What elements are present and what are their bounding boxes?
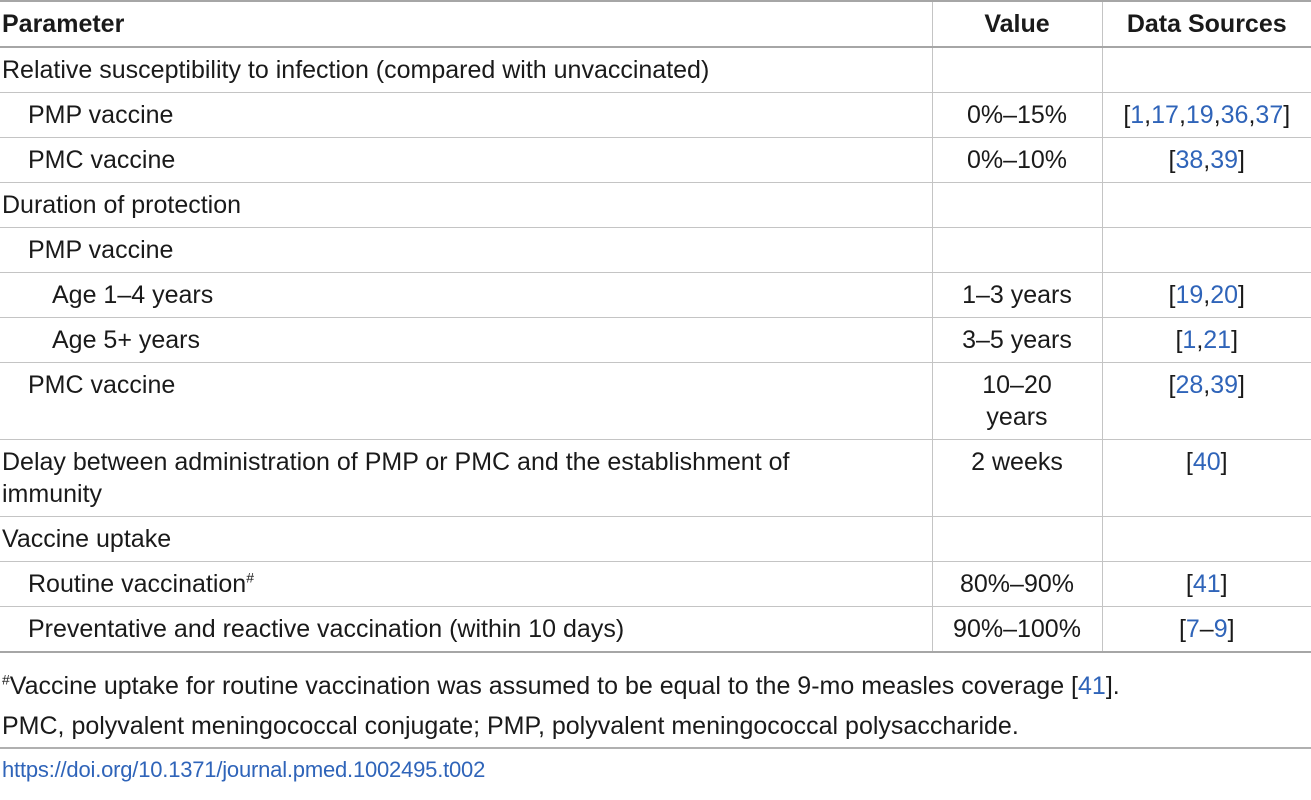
sources-cell (1102, 183, 1311, 228)
reference-link[interactable]: 9 (1213, 615, 1228, 643)
param-cell: Age 1–4 years (52, 281, 214, 309)
param-cell: PMC vaccine (28, 146, 176, 174)
header-data-sources: Data Sources (1102, 1, 1311, 47)
sources-cell: [1,17,19,36,37] (1123, 101, 1291, 129)
reference-link[interactable]: 37 (1255, 101, 1284, 129)
param-cell (0, 440, 932, 517)
sources-cell: [38,39] (1168, 146, 1245, 174)
reference-link[interactable]: 20 (1210, 281, 1239, 309)
reference-link[interactable]: 1 (1182, 326, 1197, 354)
param-cell: PMC vaccine (28, 371, 176, 399)
param-line: Delay between administration of PMP or PMC and the establishment of (2, 448, 790, 476)
table-row (0, 440, 1311, 517)
reference-link[interactable]: 1 (1130, 101, 1145, 129)
param-cell: Vaccine uptake (2, 525, 172, 553)
footnote-abbreviations: PMC, polyvalent meningococcal conjugate; PMP, polyvalent meningococcal polysaccharide. (2, 712, 1019, 740)
reference-link[interactable]: 17 (1151, 101, 1179, 129)
sources-cell: [7–9] (1178, 615, 1235, 643)
value-cell (932, 183, 1102, 228)
param-cell: PMP vaccine (28, 101, 174, 129)
sources-cell (1102, 228, 1311, 273)
table-row (0, 363, 1311, 440)
table-row (0, 93, 1311, 138)
sources-cell: [19,20] (1168, 281, 1245, 309)
value-cell: 90%–100% (932, 607, 1102, 653)
value-line: years (986, 403, 1048, 431)
doi-link[interactable]: https://doi.org/10.1371/journal.pmed.1002495.t002 (2, 757, 486, 782)
value-cell: 3–5 years (932, 318, 1102, 363)
reference-link[interactable]: 39 (1210, 146, 1239, 174)
param-text: Routine vaccination (28, 570, 247, 598)
param-cell: Preventative and reactive vaccination (within 10 days) (28, 615, 625, 643)
reference-link[interactable]: 28 (1175, 371, 1204, 399)
table-row (0, 517, 1311, 562)
reference-link[interactable]: 41 (1078, 672, 1106, 700)
param-cell: Age 5+ years (52, 326, 201, 354)
footnote-text: Vaccine uptake for routine vaccination was assumed to be equal to the 9-mo measles coverage [ (9, 672, 1078, 700)
reference-link[interactable]: 38 (1175, 146, 1204, 174)
value-cell: 1–3 years (932, 273, 1102, 318)
table-row (0, 138, 1311, 183)
sources-cell: [41] (1185, 570, 1228, 598)
value-cell (932, 47, 1102, 93)
value-cell: 0%–10% (932, 138, 1102, 183)
sources-cell (1102, 47, 1311, 93)
value-cell (932, 517, 1102, 562)
reference-link[interactable]: 36 (1220, 101, 1249, 129)
value-cell: 0%–15% (932, 93, 1102, 138)
param-cell: Duration of protection (2, 191, 242, 219)
header-parameter: Parameter (0, 1, 932, 47)
reference-link[interactable]: 40 (1192, 448, 1221, 476)
table-row (0, 183, 1311, 228)
reference-link[interactable]: 39 (1210, 371, 1239, 399)
sources-cell (1102, 517, 1311, 562)
param-cell: PMP vaccine (28, 236, 174, 264)
footnote-marker: # (246, 569, 254, 586)
value-line: 10–20 (982, 371, 1052, 399)
divider (0, 747, 1311, 749)
reference-link[interactable]: 21 (1203, 326, 1232, 354)
table-footnotes (2, 666, 1120, 746)
table-row (0, 562, 1311, 607)
table-row (0, 47, 1311, 93)
header-row (0, 1, 1311, 47)
param-line: immunity (2, 480, 103, 508)
reference-link[interactable]: 7 (1185, 615, 1200, 643)
table-row (0, 318, 1311, 363)
value-cell: 80%–90% (932, 562, 1102, 607)
param-cell: Relative susceptibility to infection (compared with unvaccinated) (2, 56, 710, 84)
param-cell (0, 562, 932, 607)
table-row (0, 607, 1311, 653)
footnote-uptake (2, 666, 1120, 706)
value-cell (932, 363, 1102, 440)
footnote-marker: # (2, 671, 10, 688)
reference-link[interactable]: 19 (1175, 281, 1204, 309)
header-value: Value (932, 1, 1102, 47)
table-row (0, 228, 1311, 273)
footnote-end: ]. (1105, 672, 1120, 700)
sources-cell: [1,21] (1175, 326, 1239, 354)
reference-link[interactable]: 19 (1185, 101, 1214, 129)
value-cell (932, 228, 1102, 273)
sources-cell: [40] (1185, 448, 1228, 476)
sources-cell: [28,39] (1168, 371, 1245, 399)
value-cell: 2 weeks (932, 440, 1102, 517)
table-row (0, 273, 1311, 318)
reference-link[interactable]: 41 (1192, 570, 1221, 598)
